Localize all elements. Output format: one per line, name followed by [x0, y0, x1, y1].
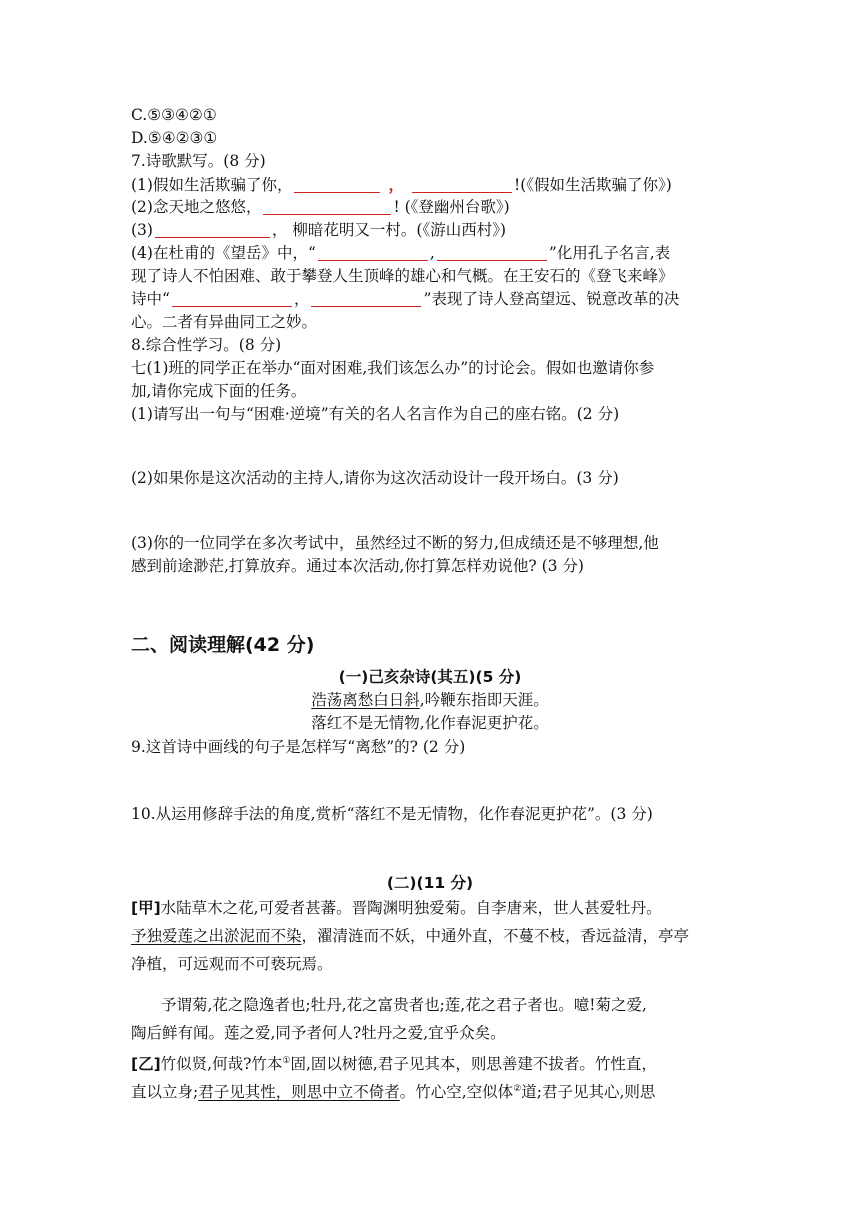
answer-blank[interactable]	[311, 290, 421, 307]
q8-task-3a: (3)你的一位同学在多次考试中，虽然经过不断的努力,但成绩还是不够理想,他	[131, 534, 659, 552]
q8-task-2: (2)如果你是这次活动的主持人,请你为这次活动设计一段开场白。(3 分)	[131, 469, 619, 487]
section-heading: 二、阅读理解(42 分)	[131, 634, 315, 656]
answer-blank[interactable]	[437, 244, 547, 261]
yi-line-1: [乙]竹似贤,何哉?竹本①固,固以树德,君子见其本，则思善建不拔者。竹性直，	[131, 1055, 657, 1074]
option-c: C.⑤③④②①	[131, 106, 217, 124]
answer-blank[interactable]	[172, 290, 292, 307]
q8-title: 8.综合性学习。(8 分)	[131, 336, 282, 354]
q7-line2: (2)念天地之悠悠， ! (《登幽州台歌》)	[131, 198, 510, 216]
answer-blank[interactable]	[155, 221, 270, 238]
q7-title: 7.诗歌默写。(8 分)	[131, 152, 266, 170]
q10: 10.从运用修辞手法的角度,赏析“落红不是无情物，化作春泥更护花”。(3 分)	[131, 805, 653, 823]
footnote-marker: ②	[513, 1084, 522, 1094]
poem-title: (一)己亥杂诗(其五)(5 分)	[338, 668, 522, 686]
option-d: D.⑤④②③①	[131, 129, 218, 147]
q7-line1: (1)假如生活欺骗了你， ， !(《假如生活欺骗了你》)	[131, 175, 672, 194]
answer-blank[interactable]	[412, 176, 512, 193]
q7-line4d: 心。二者有异曲同工之妙。	[131, 313, 318, 331]
jia-line-5: 陶后鲜有闻。莲之爱,同予者何人?牡丹之爱,宜乎众矣。	[131, 1024, 506, 1042]
poem-line-1: 浩荡离愁白日斜,吟鞭东指即天涯。	[311, 691, 549, 709]
yi-line-2: 直以立身;君子见其性，则思中立不倚者。竹心空,空似体②道;君子见其心,则思	[131, 1083, 656, 1102]
jia-line-4: 予谓菊,花之隐逸者也;牡丹,花之富贵者也;莲,花之君子者也。噫!菊之爱,	[161, 996, 647, 1014]
jia-line-3: 净植，可远观而不可亵玩焉。	[131, 955, 333, 973]
jia-line-2: 予独爱莲之出淤泥而不染，濯清涟而不妖，中通外直，不蔓不枝，香远益清，亭亭	[131, 927, 690, 945]
underlined-phrase: 浩荡离愁白日斜	[311, 691, 420, 709]
q7-line4b: 现了诗人不怕困难、敢于攀登人生顶峰的雄心和气概。在王安石的《登飞来峰》	[131, 267, 674, 285]
underlined-phrase: 予独爱莲之出淤泥而不染	[131, 927, 302, 945]
q9: 9.这首诗中画线的句子是怎样写“离愁”的? (2 分)	[131, 738, 466, 756]
q7-line3: (3) ， 柳暗花明又一村。(《游山西村》)	[131, 221, 506, 239]
footnote-marker: ①	[282, 1056, 291, 1066]
answer-blank[interactable]	[263, 198, 391, 215]
jia-line-1: [甲]水陆草木之花,可爱者甚蕃。晋陶渊明独爱菊。自李唐来，世人甚爱牡丹。	[131, 899, 662, 917]
q7-line4a: (4)在杜甫的《望岳》中，“ , ”化用孔子名言,表	[131, 244, 671, 262]
q8-task-1: (1)请写出一句与“困难·逆境”有关的名人名言作为自己的座右铭。(2 分)	[131, 405, 620, 423]
q8-intro-1: 七(1)班的同学正在举办“面对困难,我们该怎么办”的讨论会。假如也邀请你参	[131, 359, 655, 377]
q8-intro-2: 加,请你完成下面的任务。	[131, 382, 307, 400]
answer-blank[interactable]	[294, 176, 380, 193]
poem-line-2: 落红不是无情物,化作春泥更护花。	[311, 714, 549, 732]
q8-task-3b: 感到前途渺茫,打算放弃。通过本次活动,你打算怎样劝说他? (3 分)	[131, 557, 584, 575]
part2-title: (二)(11 分)	[386, 874, 474, 892]
underlined-phrase: 君子见其性，则思中立不倚者	[198, 1083, 400, 1102]
q7-line4c: 诗中“ ， ”表现了诗人登高望远、锐意改革的决	[131, 290, 680, 308]
answer-blank[interactable]	[318, 244, 428, 261]
